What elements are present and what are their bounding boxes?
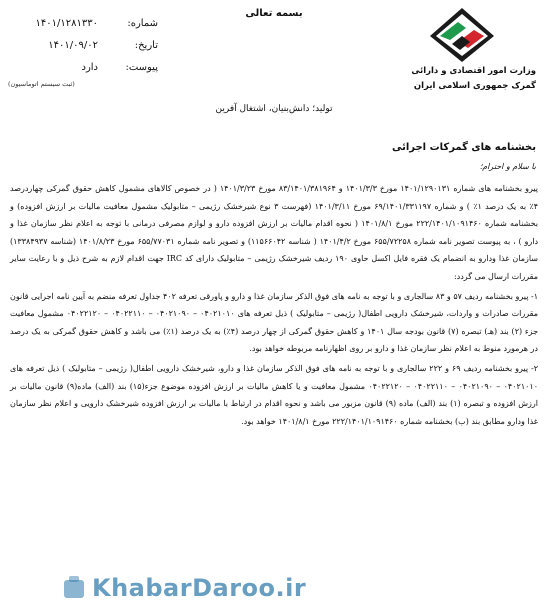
- organization-block: [386, 64, 536, 94]
- annual-slogan: تولید؛ دانش‌بنیان، اشتغال آفرین: [215, 104, 333, 114]
- paragraph-item-1: ۱- پیرو بخشنامه ردیف ۵۷ و ۸۳ سالجاری و با توجه به نامه های فوق الذکر سازمان غذا و دارو و پاورقی تعرفه ۴۰۲ جداول تعرفه منضم به آیین نامه اجرایی قانون مقررات صادرات و واردات، شیرخشک دارویی اطفال( رژیمی – متابولیک ) ذیل تعرفه های ۰۴۰۲۱۰۱۰ – ۰۴۰۲۱۰۹۰ – ۰۴۰۲۲۱۱۰ – ۰۴۰۲۲۱۲۰ مشمول معافیت جزء (۲) بند (هـ) تبصره (۷) قانون بودجه سال ۱۴۰۱ و کاهش حقوق گمرکی از چهار درصد (۴٪) به یک درصد (۱٪) می باشد و کاهش حقوق گمرکی به یک درصد در هرمورد منوط به اعلام نظر سازمان غذا و دارو بر روی اظهارنامه مربوطه خواهد بود.: [10, 291, 539, 354]
- attachment-value: دارد: [81, 61, 98, 73]
- document-body: [10, 180, 538, 432]
- watermark-pill-icon: [60, 574, 88, 604]
- number-label: شماره:: [127, 17, 158, 29]
- attachment-label: پیوست:: [125, 61, 158, 73]
- salutation: با سلام و احترام؛: [479, 162, 536, 171]
- number-value: ۱۴۰۱/۱۲۸۱۳۳۰: [35, 17, 98, 29]
- meta-attachment-row: [8, 56, 158, 78]
- letter-meta: [8, 12, 158, 88]
- paragraph-intro: پیرو بخشنامه های شماره ۱۴۰۱/۱۲۹۰۱۳۱ مورخ ۱۴۰۱/۳/۳ و ۸۳/۱۴۰۱/۳۸۱۹۶۴ مورخ ۱۴۰۱/۳/۲۳ ( در خصوص کالاهای مشمول کاهش حقوق گمرکی چهاردرصد ۴٪ به یک درصد ۱٪ ) و شماره ۶۹/۱۴۰۱/۳۳۱۱۹۷ مورخ ۱۴۰۱/۳/۱۱ (فهرست ۳ نوع شیرخشک رژیمی – متابولیک مشمول معافیت مالیات بر ارزش افزوده) و بخشنامه شماره ۲۲۲/۱۴۰۱/۱۰۹۱۴۶۰ مورخ ۱۴۰۱/۸/۱ ( نحوه اقدام مالیات بر ارزش افزوده دارو و لوازم مصرفی درمانی با توجه به اعلام نظر سازمان غذا و دارو ) ، به پیوست تصویر نامه شماره ۶۵۵/۷۲۲۵۸ مورخ ۱۴۰۱/۴/۲ ( شناسه ۱۱۵۶۶۰۴۲) و تصویر نامه شماره ۶۵۵/۷۷۰۳۱ مورخ ۱۴۰۱/۸/۲۳ (شناسه ۱۳۳۸۴۹۳۷) سازمان غذا ودارو به انضمام یک فقره فایل اکسل حاوی ۱۹۰ ردیف شیرخشک رژیمی – متابولیک دارای کد IRC جهت اقدام لازم به شرح ذیل و با رعایت سایر مقررات ارسال می گردد:: [10, 184, 539, 281]
- customs-name: گمرک جمهوری اسلامی ایران: [413, 81, 536, 91]
- meta-date-row: [8, 34, 158, 56]
- site-watermark: KhabarDaroo.ir: [92, 574, 307, 602]
- paragraph-item-2: ۲- پیرو بخشنامه ردیف ۶۹ و ۲۲۲ سالجاری و با توجه به نامه های فوق الذکر سازمان غذا و دارو، شیرخشک دارویی اطفال( رژیمی – متابولیک ) ذیل تعرفه های ۰۴۰۲۱۰۱۰ – ۰۴۰۲۱۰۹۰ – ۰۴۰۲۲۱۱۰ – ۰۴۰۲۲۱۲۰ مشمول معافیت و یا کاهش مالیات بر ارزش افزوده موضوع جزء(۱۵) بند (الف) ماده(۹) قانون مالیات بر ارزش افزوده و تبصره (۱) بند (الف) ماده (۹) قانون مزبور می باشد و نحوه اقدام در ارتباط با مالیات بر ارزش افزوده شیرخشک دارویی و اعلام نظر سازمان غذا ودارو مطابق بند (ب) بخشنامه شماره ۲۲۲/۱۴۰۱/۱۰۹۱۴۶۰ مورخ ۱۴۰۱/۸/۱ خواهد بود.: [10, 363, 538, 426]
- customs-logo: [428, 6, 496, 64]
- ministry-name: وزارت امور اقتصادی و دارائی: [411, 66, 536, 76]
- system-note: (ثبت سیستم اتوماسیون): [8, 80, 75, 88]
- bismillah-heading: بسمه تعالی: [245, 8, 303, 19]
- meta-number-row: [8, 12, 158, 34]
- date-value: ۱۴۰۱/۰۹/۰۲: [48, 39, 98, 51]
- document-title: بخشنامه های گمرکات اجرائی: [391, 142, 536, 153]
- date-label: تاریخ:: [134, 39, 158, 51]
- customs-logo-icon: [428, 6, 496, 64]
